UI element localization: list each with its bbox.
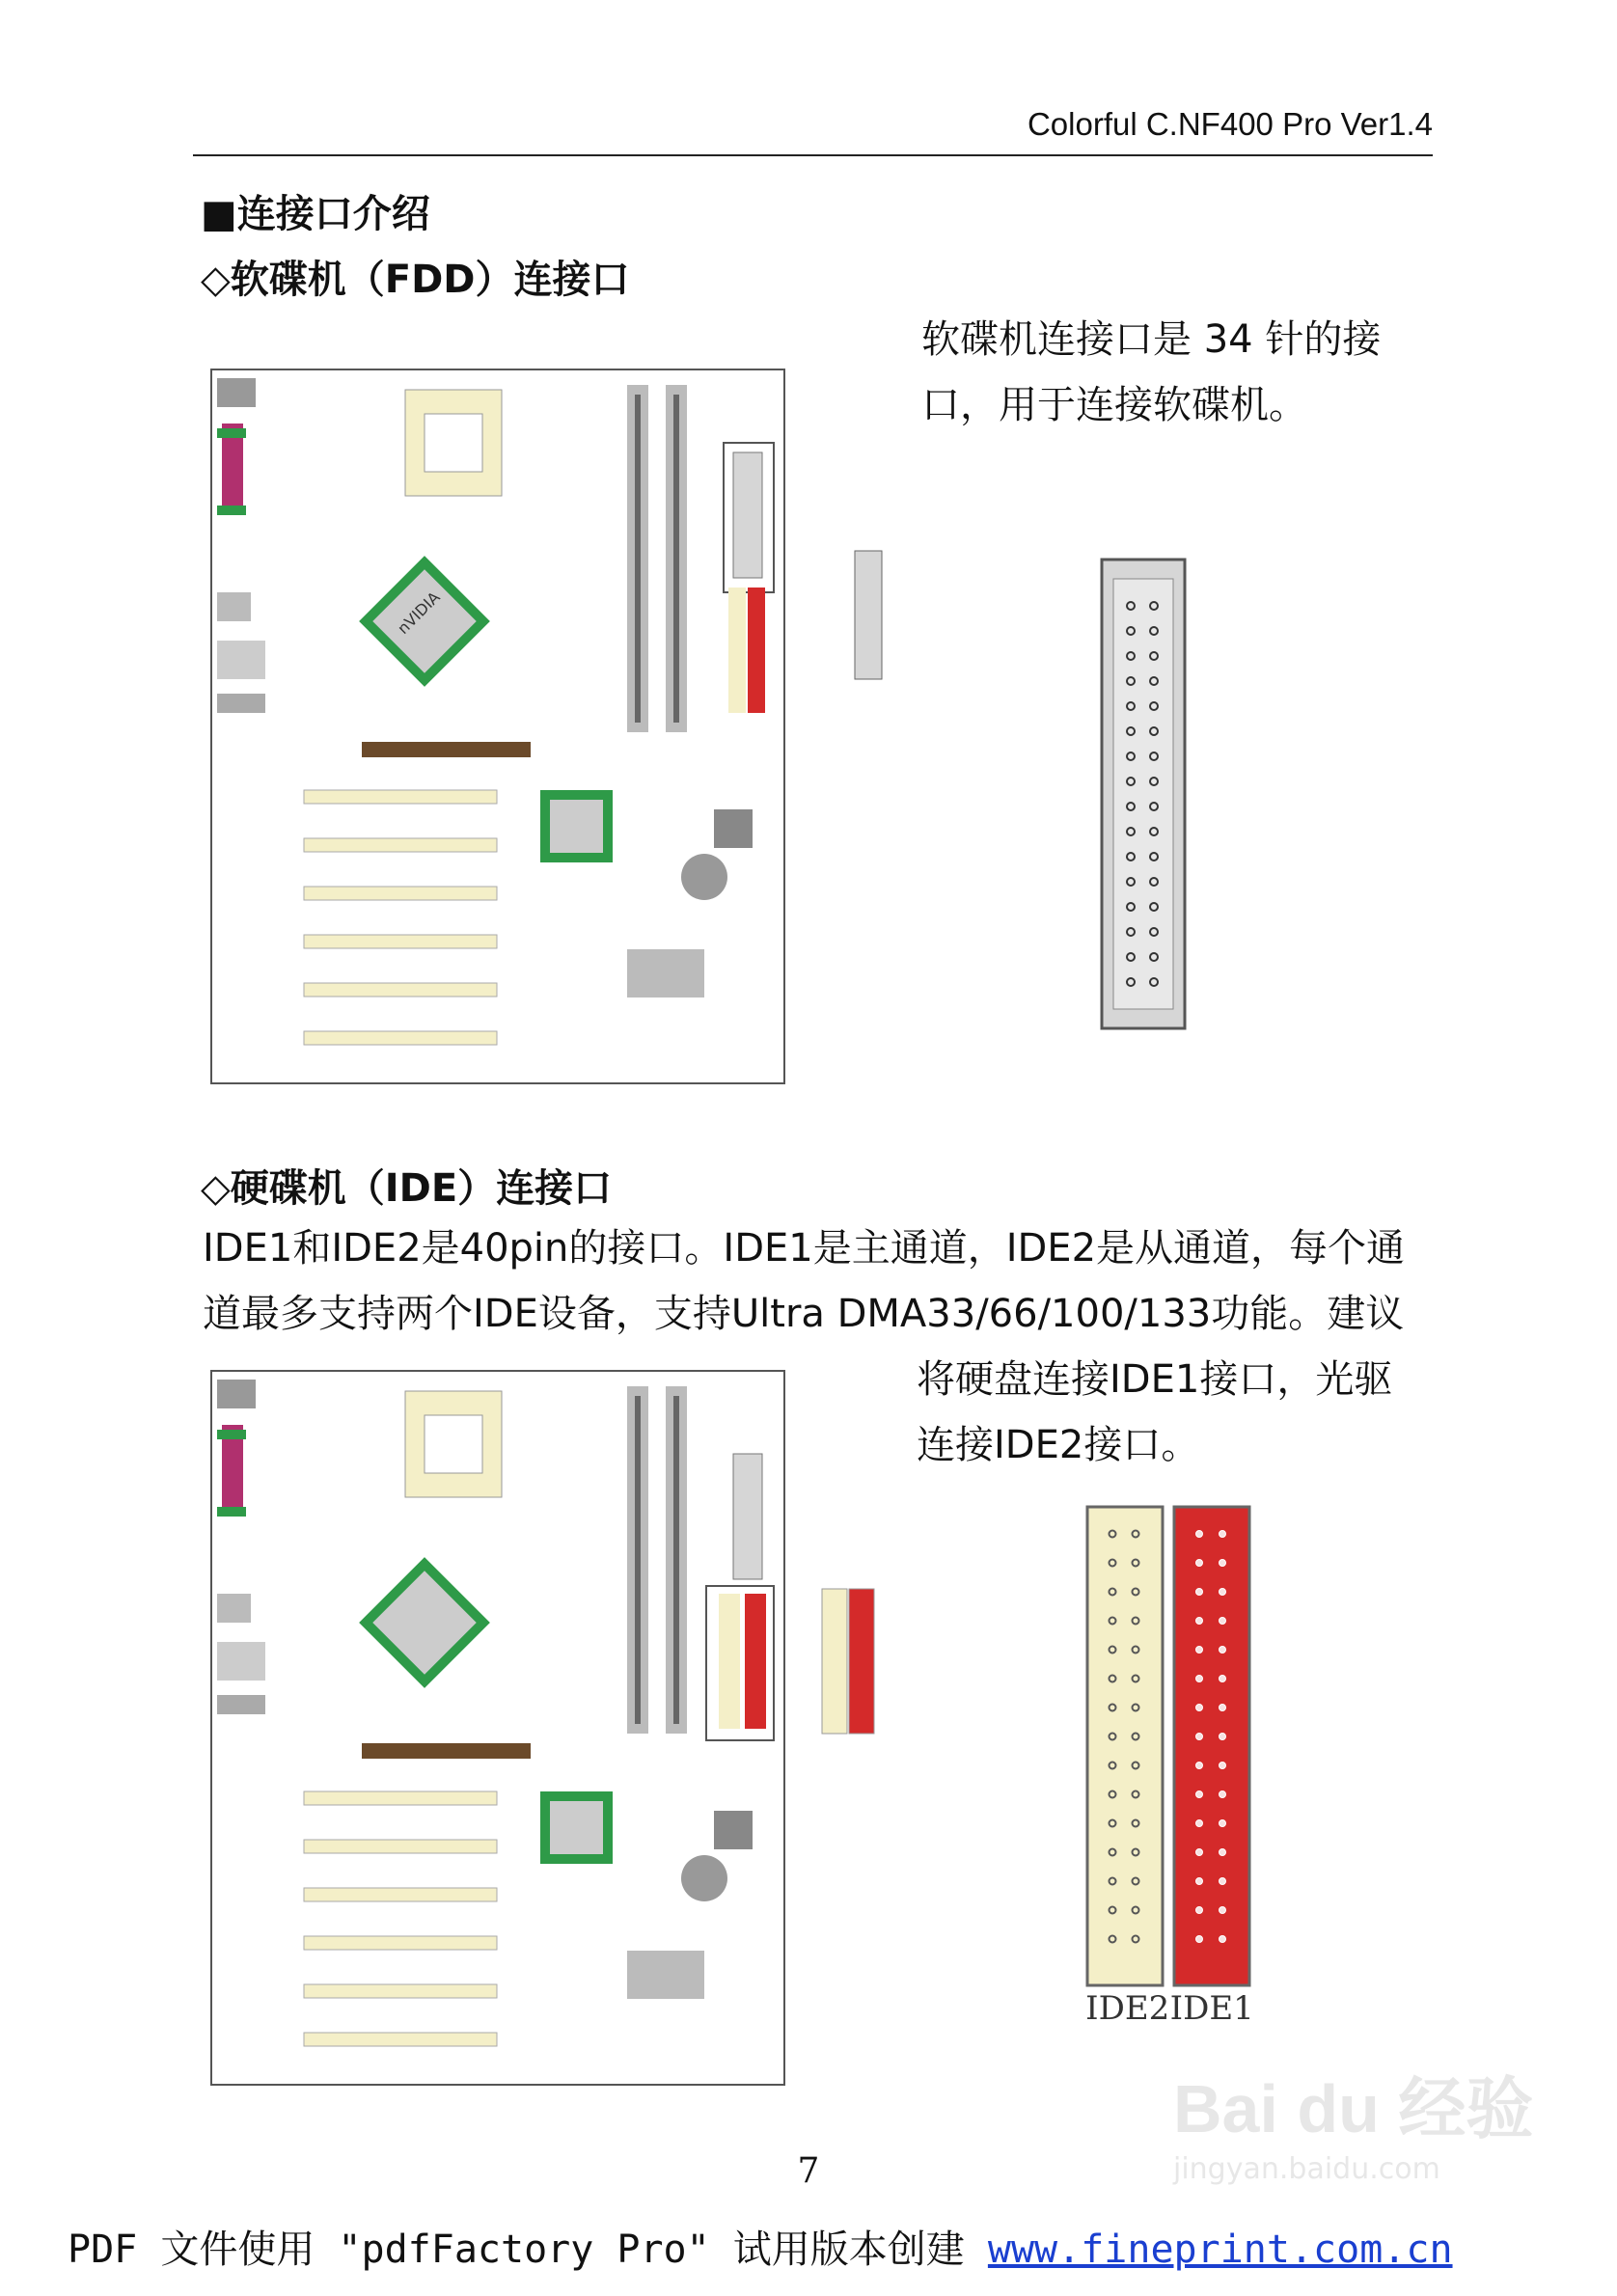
- header-rule: [193, 154, 1433, 156]
- ide1-label: IDE1: [1169, 1989, 1254, 2028]
- ide-line-2: 道最多支持两个IDE设备，支持Ultra DMA33/66/100/133功能。建议: [203, 1292, 1405, 1336]
- watermark-url: jingyan.baidu.com: [1173, 2152, 1440, 2186]
- ide-line-3: 将硬盘连接IDE1接口，光驱: [917, 1357, 1393, 1402]
- pdf-footer: [68, 2219, 1453, 2274]
- fdd-description: [921, 307, 1381, 438]
- ide-connectors-detail: [1085, 1505, 1254, 1987]
- watermark-brand: Bai du 经验: [1173, 2071, 1534, 2146]
- ide-labels: [1085, 1989, 1254, 2028]
- fdd-line-2: 口，用于连接软碟机。: [921, 383, 1307, 427]
- fdd-line-1: 软碟机连接口是 34 针的接: [921, 317, 1382, 362]
- motherboard-diagram-fdd: [210, 369, 785, 1084]
- ide-heading: ◇硬碟机（IDE）连接口: [201, 1166, 613, 1211]
- ide-description-side: [917, 1347, 1392, 1478]
- page-header: Colorful C.NF400 Pro Ver1.4: [1027, 106, 1433, 142]
- ide2-label: IDE2: [1085, 1989, 1170, 2028]
- page-number: 7: [797, 2151, 820, 2191]
- ide-line-4: 连接IDE2接口。: [917, 1423, 1200, 1467]
- ide-description: [203, 1216, 1428, 1347]
- ide-connectors-small: [820, 1587, 878, 1736]
- fdd-connector-detail: [1100, 558, 1187, 1030]
- chip-brand-label: nVIDIA: [394, 588, 444, 638]
- fdd-heading: ◇软碟机（FDD）连接口: [201, 258, 630, 302]
- footer-link[interactable]: www.fineprint.com.cn: [987, 2228, 1453, 2272]
- fdd-connector-small: [854, 550, 883, 680]
- section-title: ■连接口介绍: [201, 192, 430, 236]
- footer-text: PDF 文件使用 "pdfFactory Pro" 试用版本创建: [68, 2228, 988, 2272]
- motherboard-diagram-ide: [210, 1370, 785, 2086]
- ide-line-1: IDE1和IDE2是40pin的接口。IDE1是主通道，IDE2是从通道，每个通: [203, 1226, 1406, 1271]
